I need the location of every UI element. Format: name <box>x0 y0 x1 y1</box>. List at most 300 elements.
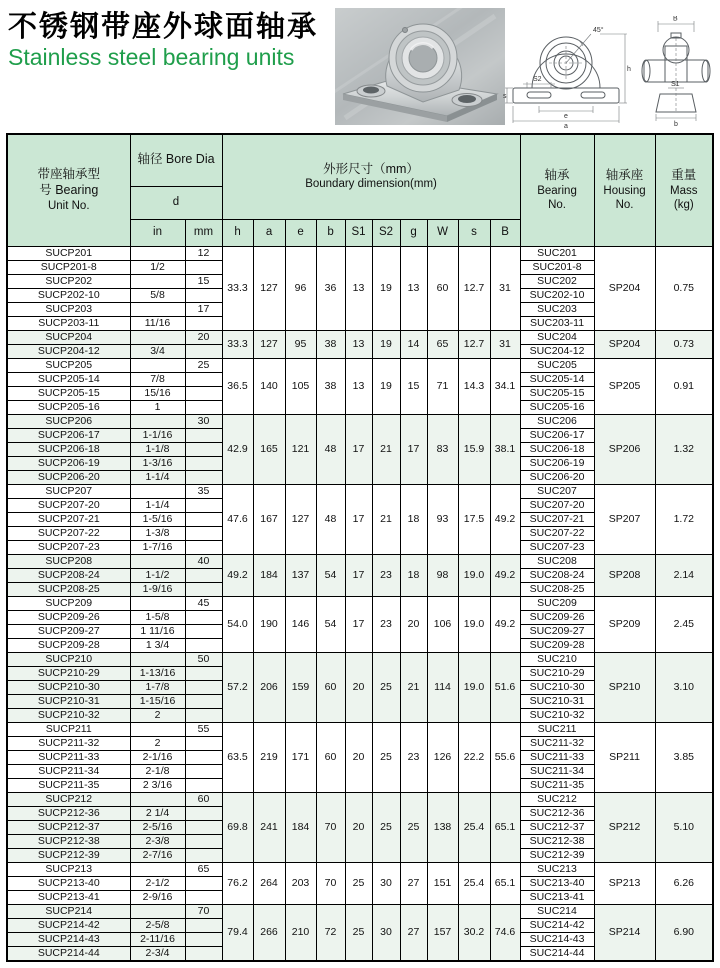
dim-cell-S2: 30 <box>372 862 400 904</box>
bore-in-cell: 1 11/16 <box>130 624 185 638</box>
bore-mm-cell <box>185 834 222 848</box>
bearing-no-cell: SUC203-11 <box>520 316 594 330</box>
bore-in-cell: 1-7/8 <box>130 680 185 694</box>
table-row <box>7 722 713 736</box>
mass-cell: 1.32 <box>655 414 713 484</box>
bore-in-cell: 2-3/4 <box>130 946 185 961</box>
dim-cell-S1: 25 <box>345 862 372 904</box>
bore-mm-cell <box>185 582 222 596</box>
unit-no-cell: SUCP211-35 <box>7 778 130 792</box>
unit-no-cell: SUCP205-16 <box>7 400 130 414</box>
dim-cell-e: 96 <box>285 246 316 330</box>
bore-in-cell: 1-5/8 <box>130 610 185 624</box>
col-header-dim-W: W <box>427 219 458 246</box>
bearing-no-cell: SUC213-40 <box>520 876 594 890</box>
unit-no-cell: SUCP214 <box>7 904 130 918</box>
dim-cell-S2: 19 <box>372 358 400 414</box>
bore-in-cell <box>130 596 185 610</box>
bore-in-cell <box>130 722 185 736</box>
bearing-no-cell: SUC207 <box>520 484 594 498</box>
unit-no-cell: SUCP212-37 <box>7 820 130 834</box>
bore-in-cell: 2-5/8 <box>130 918 185 932</box>
mass-cell: 2.45 <box>655 596 713 652</box>
bore-mm-cell <box>185 288 222 302</box>
dim-cell-s: 25.4 <box>458 862 490 904</box>
bore-mm-cell <box>185 260 222 274</box>
dim-cell-s: 15.9 <box>458 414 490 484</box>
bearing-no-cell: SUC210-29 <box>520 666 594 680</box>
dim-cell-B: 38.1 <box>490 414 520 484</box>
bearing-no-cell: SUC202 <box>520 274 594 288</box>
dim-cell-s: 19.0 <box>458 652 490 722</box>
unit-no-cell: SUCP207-22 <box>7 526 130 540</box>
bore-in-cell: 1-13/16 <box>130 666 185 680</box>
bearing-no-cell: SUC211 <box>520 722 594 736</box>
col-header-boundary-dimension: 外形尺寸（mm） Boundary dimension(mm) <box>222 134 520 219</box>
unit-no-cell: SUCP207-21 <box>7 512 130 526</box>
dim-cell-B: 65.1 <box>490 862 520 904</box>
dim-cell-B: 65.1 <box>490 792 520 862</box>
dim-cell-s: 12.7 <box>458 246 490 330</box>
spec-table <box>6 133 714 962</box>
unit-no-cell: SUCP212-38 <box>7 834 130 848</box>
dim-cell-e: 105 <box>285 358 316 414</box>
bore-in-cell: 2-5/16 <box>130 820 185 834</box>
dim-cell-g: 21 <box>400 652 427 722</box>
bore-in-cell: 1-3/8 <box>130 526 185 540</box>
unit-no-cell: SUCP213 <box>7 862 130 876</box>
mass-cell: 0.75 <box>655 246 713 330</box>
mass-cell: 6.90 <box>655 904 713 961</box>
dim-cell-b: 70 <box>316 862 345 904</box>
bearing-no-cell: SUC211-33 <box>520 750 594 764</box>
bearing-no-cell: SUC208-25 <box>520 582 594 596</box>
col-header-housing-no: 轴承座 Housing No. <box>594 134 655 246</box>
bore-mm-cell <box>185 820 222 834</box>
col-header-dim-B: B <box>490 219 520 246</box>
col-header-dim-b: b <box>316 219 345 246</box>
bearing-no-cell: SUC214-43 <box>520 932 594 946</box>
dim-cell-g: 18 <box>400 554 427 596</box>
bore-mm-cell <box>185 708 222 722</box>
bore-mm-cell <box>185 512 222 526</box>
bearing-no-cell: SUC206-20 <box>520 470 594 484</box>
bore-mm-cell <box>185 540 222 554</box>
unit-no-cell: SUCP210-30 <box>7 680 130 694</box>
unit-no-cell: SUCP207-23 <box>7 540 130 554</box>
housing-no-cell: SP210 <box>594 652 655 722</box>
dim-cell-S2: 23 <box>372 554 400 596</box>
bearing-no-cell: SUC212-37 <box>520 820 594 834</box>
col-header-dim-h: h <box>222 219 253 246</box>
bore-mm-cell <box>185 736 222 750</box>
unit-no-cell: SUCP212 <box>7 792 130 806</box>
bore-in-cell: 2-7/16 <box>130 848 185 862</box>
bearing-no-cell: SUC205-16 <box>520 400 594 414</box>
dim-cell-S2: 19 <box>372 330 400 358</box>
dim-cell-S2: 21 <box>372 484 400 554</box>
dim-cell-b: 54 <box>316 554 345 596</box>
bore-mm-cell <box>185 806 222 820</box>
col-header-d: d <box>130 186 222 219</box>
bore-mm-cell <box>185 428 222 442</box>
bearing-no-cell: SUC211-32 <box>520 736 594 750</box>
dim-cell-b: 60 <box>316 652 345 722</box>
table-row <box>7 554 713 568</box>
dim-cell-s: 22.2 <box>458 722 490 792</box>
bore-in-cell: 1 <box>130 400 185 414</box>
dim-cell-a: 266 <box>253 904 285 961</box>
unit-no-cell: SUCP206-20 <box>7 470 130 484</box>
dim-cell-s: 19.0 <box>458 554 490 596</box>
dim-cell-e: 137 <box>285 554 316 596</box>
bearing-no-cell: SUC209 <box>520 596 594 610</box>
bore-in-cell: 1-5/16 <box>130 512 185 526</box>
bore-in-cell: 2-3/8 <box>130 834 185 848</box>
dim-cell-h: 63.5 <box>222 722 253 792</box>
dim-cell-s: 14.3 <box>458 358 490 414</box>
dim-cell-g: 27 <box>400 904 427 961</box>
bore-mm-cell: 65 <box>185 862 222 876</box>
bore-in-cell: 1 3/4 <box>130 638 185 652</box>
dim-cell-B: 51.6 <box>490 652 520 722</box>
dim-cell-e: 121 <box>285 414 316 484</box>
dim-cell-S1: 17 <box>345 484 372 554</box>
dim-cell-S2: 25 <box>372 792 400 862</box>
bore-mm-cell <box>185 876 222 890</box>
unit-no-cell: SUCP209-28 <box>7 638 130 652</box>
dim-cell-b: 38 <box>316 330 345 358</box>
dim-cell-a: 264 <box>253 862 285 904</box>
unit-no-cell: SUCP206-18 <box>7 442 130 456</box>
col-header-unit-no: 带座轴承型 号 Bearing Unit No. <box>7 134 130 246</box>
page-title-chinese: 不锈钢带座外球面轴承 <box>8 11 319 43</box>
col-header-dim-S1: S1 <box>345 219 372 246</box>
dim-cell-b: 54 <box>316 596 345 652</box>
bearing-no-cell: SUC201-8 <box>520 260 594 274</box>
bore-in-cell: 2 1/4 <box>130 806 185 820</box>
dim-cell-a: 184 <box>253 554 285 596</box>
dim-cell-g: 20 <box>400 596 427 652</box>
bore-in-cell: 7/8 <box>130 372 185 386</box>
col-header-bearing-no: 轴承 Bearing No. <box>520 134 594 246</box>
bearing-no-cell: SUC213 <box>520 862 594 876</box>
dim-cell-e: 184 <box>285 792 316 862</box>
set-screw <box>403 28 408 33</box>
unit-no-cell: SUCP208-24 <box>7 568 130 582</box>
unit-no-cell: SUCP205-14 <box>7 372 130 386</box>
dim-label-b: b <box>674 121 678 128</box>
table-row <box>7 596 713 610</box>
dim-cell-S2: 21 <box>372 414 400 484</box>
housing-no-cell: SP209 <box>594 596 655 652</box>
dim-cell-b: 70 <box>316 792 345 862</box>
bearing-no-cell: SUC207-23 <box>520 540 594 554</box>
dim-cell-b: 48 <box>316 484 345 554</box>
bearing-no-cell: SUC211-34 <box>520 764 594 778</box>
bearing-no-cell: SUC210 <box>520 652 594 666</box>
dim-cell-S1: 20 <box>345 792 372 862</box>
bore-mm-cell <box>185 386 222 400</box>
bore-in-cell: 1-1/16 <box>130 428 185 442</box>
dim-cell-W: 106 <box>427 596 458 652</box>
bore-mm-cell <box>185 750 222 764</box>
bore-mm-cell <box>185 624 222 638</box>
bearing-no-cell: SUC207-20 <box>520 498 594 512</box>
bore-in-cell <box>130 652 185 666</box>
dim-label-a: a <box>564 123 568 128</box>
mass-cell: 2.14 <box>655 554 713 596</box>
housing-no-cell: SP205 <box>594 358 655 414</box>
dim-cell-g: 13 <box>400 246 427 330</box>
bearing-no-cell: SUC210-31 <box>520 694 594 708</box>
housing-no-cell: SP206 <box>594 414 655 484</box>
bore-mm-cell <box>185 442 222 456</box>
bore-in-cell: 3/4 <box>130 344 185 358</box>
bearing-no-cell: SUC206-18 <box>520 442 594 456</box>
dim-cell-W: 71 <box>427 358 458 414</box>
bore-in-cell <box>130 246 185 260</box>
bore-mm-cell <box>185 498 222 512</box>
unit-no-cell: SUCP204 <box>7 330 130 344</box>
bore-mm-cell: 25 <box>185 358 222 372</box>
dim-cell-s: 12.7 <box>458 330 490 358</box>
col-header-mm: mm <box>185 219 222 246</box>
dim-cell-g: 15 <box>400 358 427 414</box>
dim-cell-S1: 13 <box>345 358 372 414</box>
dim-cell-b: 48 <box>316 414 345 484</box>
front-view-drawing <box>503 16 633 128</box>
unit-no-cell: SUCP205-15 <box>7 386 130 400</box>
dim-cell-S1: 25 <box>345 904 372 961</box>
dim-cell-e: 146 <box>285 596 316 652</box>
dim-cell-e: 210 <box>285 904 316 961</box>
bearing-no-cell: SUC210-30 <box>520 680 594 694</box>
bearing-no-cell: SUC208-24 <box>520 568 594 582</box>
spec-table-head <box>7 134 713 246</box>
bore-in-cell: 1-1/8 <box>130 442 185 456</box>
housing-no-cell: SP207 <box>594 484 655 554</box>
bore-mm-cell <box>185 890 222 904</box>
bore-in-cell: 5/8 <box>130 288 185 302</box>
bearing-no-cell: SUC201 <box>520 246 594 260</box>
table-row <box>7 358 713 372</box>
bearing-no-cell: SUC209-26 <box>520 610 594 624</box>
bearing-no-cell: SUC205-14 <box>520 372 594 386</box>
housing-no-cell: SP212 <box>594 792 655 862</box>
dim-cell-W: 98 <box>427 554 458 596</box>
dim-cell-g: 27 <box>400 862 427 904</box>
col-header-bore-dia: 轴径 Bore Dia <box>130 134 222 186</box>
bearing-no-cell: SUC209-28 <box>520 638 594 652</box>
dim-cell-B: 49.2 <box>490 596 520 652</box>
bearing-no-cell: SUC205-15 <box>520 386 594 400</box>
col-header-dim-e: e <box>285 219 316 246</box>
bore-mm-cell: 45 <box>185 596 222 610</box>
bore-in-cell <box>130 274 185 288</box>
unit-no-cell: SUCP209-27 <box>7 624 130 638</box>
spec-table-body <box>7 246 713 961</box>
dim-cell-S1: 20 <box>345 652 372 722</box>
table-row <box>7 330 713 344</box>
dim-cell-a: 219 <box>253 722 285 792</box>
dim-cell-S2: 30 <box>372 904 400 961</box>
dim-cell-B: 74.6 <box>490 904 520 961</box>
dim-cell-S2: 19 <box>372 246 400 330</box>
dim-label-45deg: 45° <box>593 27 604 34</box>
bearing-no-cell: SUC212-38 <box>520 834 594 848</box>
table-row <box>7 904 713 918</box>
housing-no-cell: SP214 <box>594 904 655 961</box>
unit-no-cell: SUCP208 <box>7 554 130 568</box>
dim-label-s2: S2 <box>533 76 542 83</box>
dim-cell-b: 36 <box>316 246 345 330</box>
bearing-no-cell: SUC210-32 <box>520 708 594 722</box>
unit-no-cell: SUCP206-17 <box>7 428 130 442</box>
dim-cell-h: 47.6 <box>222 484 253 554</box>
dim-cell-W: 157 <box>427 904 458 961</box>
unit-no-cell: SUCP203-11 <box>7 316 130 330</box>
bore-mm-cell <box>185 344 222 358</box>
dim-cell-h: 69.8 <box>222 792 253 862</box>
bolt-hole-left <box>363 87 379 94</box>
unit-no-cell: SUCP214-43 <box>7 932 130 946</box>
unit-no-cell: SUCP210-32 <box>7 708 130 722</box>
bore-mm-cell <box>185 638 222 652</box>
bearing-no-cell: SUC202-10 <box>520 288 594 302</box>
bore-mm-cell: 17 <box>185 302 222 316</box>
bearing-no-cell: SUC206-19 <box>520 456 594 470</box>
bore-mm-cell <box>185 372 222 386</box>
bore-mm-cell <box>185 848 222 862</box>
dim-cell-a: 206 <box>253 652 285 722</box>
dim-cell-h: 36.5 <box>222 358 253 414</box>
bore-mm-cell <box>185 666 222 680</box>
bore-mm-cell <box>185 568 222 582</box>
unit-no-cell: SUCP213-40 <box>7 876 130 890</box>
bore-in-cell: 2-1/2 <box>130 876 185 890</box>
bore-mm-cell <box>185 932 222 946</box>
dim-cell-h: 33.3 <box>222 246 253 330</box>
dim-cell-W: 151 <box>427 862 458 904</box>
bearing-no-cell: SUC214-44 <box>520 946 594 961</box>
bearing-no-cell: SUC205 <box>520 358 594 372</box>
bore-mm-cell: 60 <box>185 792 222 806</box>
bore-in-cell: 1-15/16 <box>130 694 185 708</box>
dim-label-s: s <box>503 93 507 100</box>
unit-no-cell: SUCP207 <box>7 484 130 498</box>
bore-mm-cell: 70 <box>185 904 222 918</box>
bearing-no-cell: SUC214-42 <box>520 918 594 932</box>
bearing-no-cell: SUC209-27 <box>520 624 594 638</box>
unit-no-cell: SUCP209-26 <box>7 610 130 624</box>
dim-cell-a: 241 <box>253 792 285 862</box>
side-view-drawing <box>638 16 714 128</box>
dim-cell-g: 25 <box>400 792 427 862</box>
dim-cell-B: 34.1 <box>490 358 520 414</box>
housing-no-cell: SP213 <box>594 862 655 904</box>
bore-in-cell: 1-7/16 <box>130 540 185 554</box>
dim-cell-s: 30.2 <box>458 904 490 961</box>
dim-label-e: e <box>564 113 568 120</box>
unit-no-cell: SUCP211 <box>7 722 130 736</box>
dim-cell-h: 76.2 <box>222 862 253 904</box>
bore-in-cell: 2-1/16 <box>130 750 185 764</box>
bore-in-cell: 1-1/4 <box>130 498 185 512</box>
dim-cell-W: 83 <box>427 414 458 484</box>
bore-mm-cell <box>185 946 222 961</box>
unit-no-cell: SUCP211-34 <box>7 764 130 778</box>
mass-cell: 0.73 <box>655 330 713 358</box>
unit-no-cell: SUCP207-20 <box>7 498 130 512</box>
bore-in-cell: 1-9/16 <box>130 582 185 596</box>
dim-cell-S2: 25 <box>372 652 400 722</box>
dim-label-B: B <box>673 16 678 23</box>
housing-no-cell: SP204 <box>594 330 655 358</box>
dim-cell-b: 38 <box>316 358 345 414</box>
mass-cell: 5.10 <box>655 792 713 862</box>
dim-cell-W: 114 <box>427 652 458 722</box>
mass-cell: 3.85 <box>655 722 713 792</box>
unit-no-cell: SUCP202-10 <box>7 288 130 302</box>
col-header-dim-S2: S2 <box>372 219 400 246</box>
bore-mm-cell <box>185 918 222 932</box>
table-row <box>7 246 713 260</box>
bore-in-cell <box>130 414 185 428</box>
bore-mm-cell: 55 <box>185 722 222 736</box>
dim-cell-g: 23 <box>400 722 427 792</box>
bearing-no-cell: SUC203 <box>520 302 594 316</box>
dim-cell-S1: 20 <box>345 722 372 792</box>
housing-no-cell: SP204 <box>594 246 655 330</box>
dim-cell-h: 57.2 <box>222 652 253 722</box>
table-row <box>7 484 713 498</box>
bearing-no-cell: SUC206 <box>520 414 594 428</box>
bore-mm-cell <box>185 694 222 708</box>
bore-in-cell: 2-11/16 <box>130 932 185 946</box>
dim-cell-W: 93 <box>427 484 458 554</box>
mass-cell: 1.72 <box>655 484 713 554</box>
dim-cell-s: 19.0 <box>458 596 490 652</box>
dim-label-h: h <box>627 66 631 73</box>
bearing-no-cell: SUC212-36 <box>520 806 594 820</box>
dim-cell-e: 127 <box>285 484 316 554</box>
dim-cell-e: 95 <box>285 330 316 358</box>
dim-cell-S2: 25 <box>372 722 400 792</box>
dim-cell-b: 60 <box>316 722 345 792</box>
unit-no-cell: SUCP212-36 <box>7 806 130 820</box>
unit-no-cell: SUCP213-41 <box>7 890 130 904</box>
dim-cell-g: 14 <box>400 330 427 358</box>
dim-cell-e: 171 <box>285 722 316 792</box>
mass-cell: 6.26 <box>655 862 713 904</box>
bore-in-cell: 11/16 <box>130 316 185 330</box>
table-row <box>7 652 713 666</box>
bore-in-cell: 2 <box>130 736 185 750</box>
bore-in-cell <box>130 862 185 876</box>
table-row <box>7 414 713 428</box>
dim-cell-s: 17.5 <box>458 484 490 554</box>
bearing-no-cell: SUC212 <box>520 792 594 806</box>
dim-cell-W: 126 <box>427 722 458 792</box>
bore-mm-cell: 50 <box>185 652 222 666</box>
housing-no-cell: SP208 <box>594 554 655 596</box>
dim-label-S1: S1 <box>671 81 680 88</box>
col-header-in: in <box>130 219 185 246</box>
dim-cell-h: 79.4 <box>222 904 253 961</box>
bearing-product-photo <box>335 8 505 125</box>
unit-no-cell: SUCP214-42 <box>7 918 130 932</box>
